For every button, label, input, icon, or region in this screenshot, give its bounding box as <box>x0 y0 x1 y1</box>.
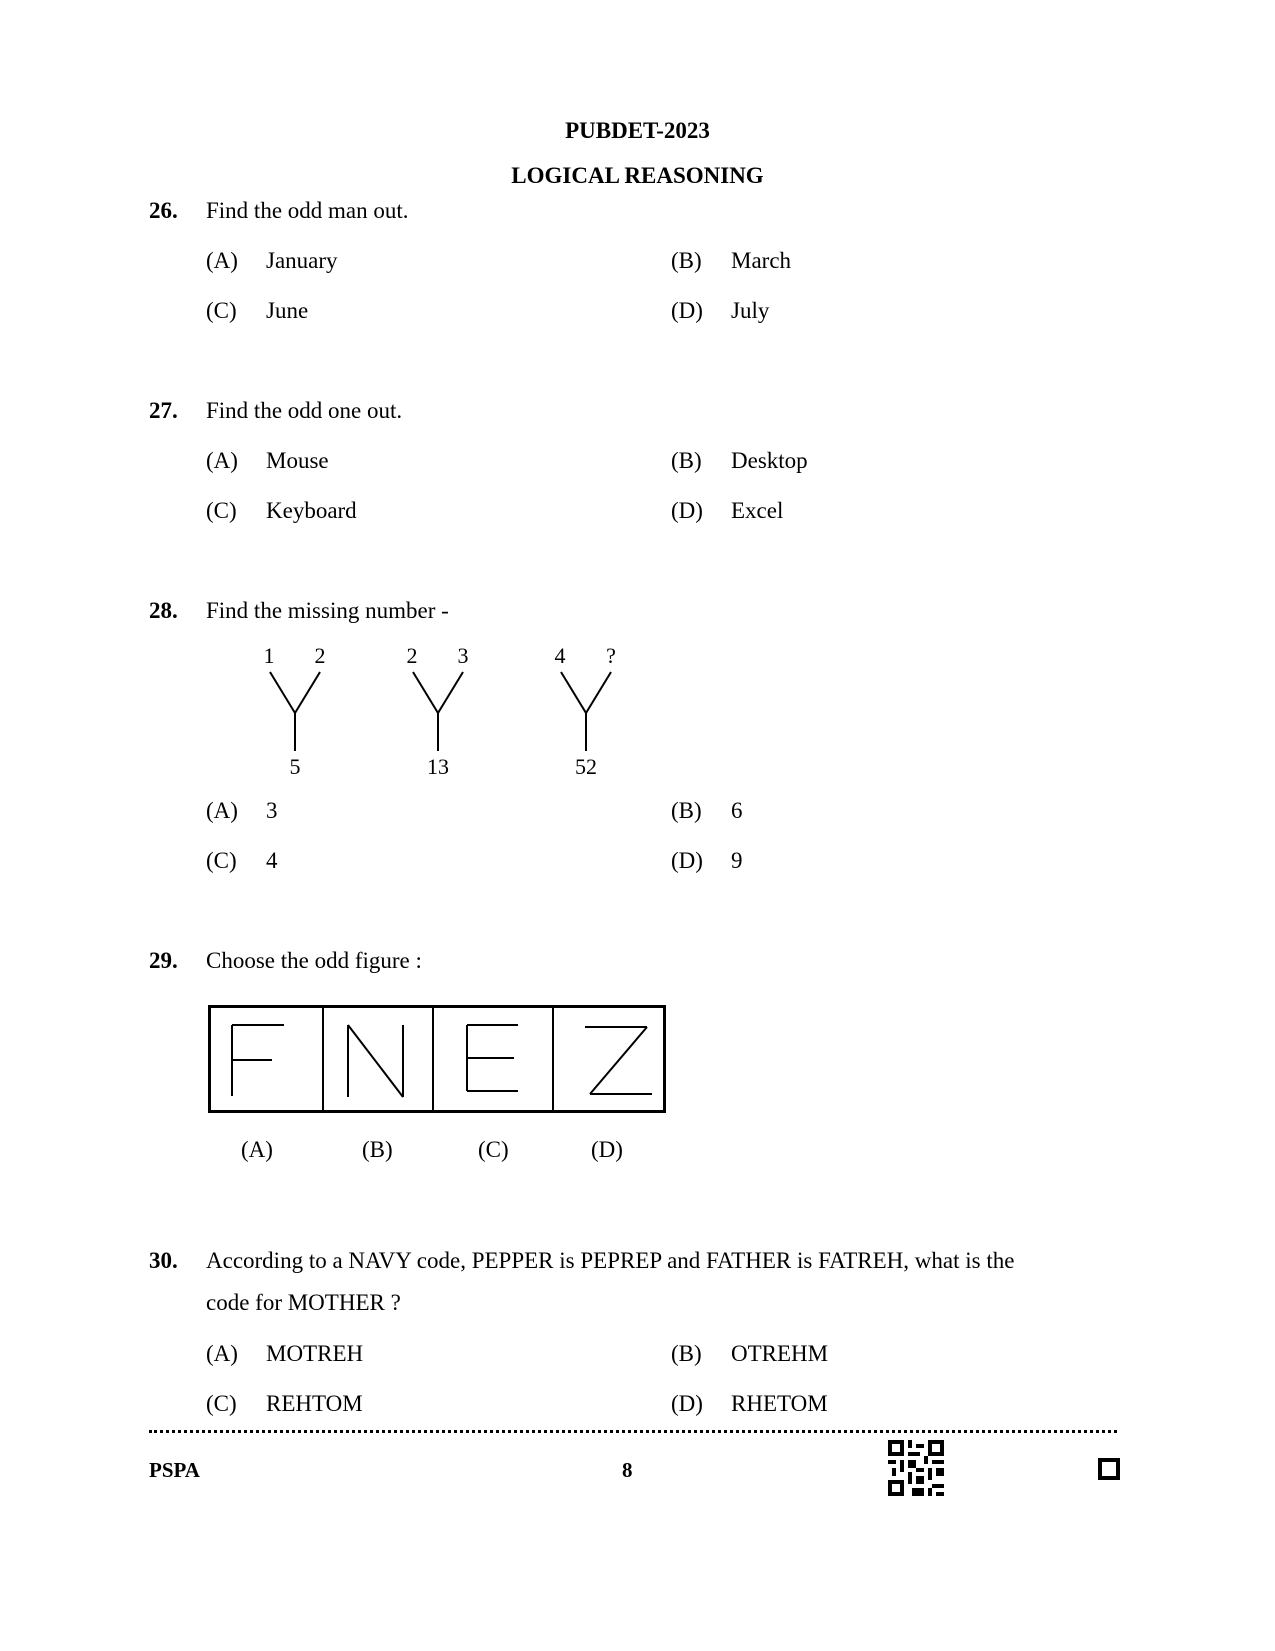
square-marker-icon <box>1098 1458 1120 1480</box>
option-d[interactable] <box>671 848 743 874</box>
option-text: 3 <box>266 798 278 823</box>
option-c[interactable] <box>206 1391 363 1417</box>
figure-label-a: (A) <box>241 1137 273 1162</box>
tree-bottom-number: 52 <box>575 754 597 779</box>
tree-left-number: 2 <box>406 643 418 668</box>
option-text: 6 <box>731 798 743 823</box>
option-b[interactable] <box>671 1341 828 1367</box>
option-b[interactable] <box>671 798 743 824</box>
section-title: LOGICAL REASONING <box>511 163 764 188</box>
exam-title: PUBDET-2023 <box>565 118 710 143</box>
option-text: July <box>731 298 770 323</box>
letter-n-figure <box>348 1025 403 1097</box>
figure-label-c: (C) <box>478 1137 509 1162</box>
qr-code-icon <box>888 1440 944 1496</box>
option-text: MOTREH <box>266 1341 364 1366</box>
option-label: (B) <box>671 1341 702 1366</box>
option-text: January <box>266 248 338 273</box>
option-label: (A) <box>206 1341 238 1366</box>
page-number: 8 <box>622 1458 633 1482</box>
option-a[interactable] <box>206 798 278 824</box>
option-text: Excel <box>731 498 784 523</box>
option-a[interactable] <box>206 248 338 274</box>
option-text: OTREHM <box>731 1341 829 1366</box>
question-text-line-1: According to a NAVY code, PEPPER is PEPREP and FATHER is FATREH, what is the <box>206 1248 1015 1273</box>
letter-z-figure <box>585 1027 652 1094</box>
option-text: 9 <box>731 848 743 873</box>
tree-right-number: 2 <box>314 643 326 668</box>
footer-divider <box>149 1430 1117 1433</box>
footer-code: PSPA <box>149 1458 200 1482</box>
option-d[interactable] <box>671 498 783 524</box>
option-label: (B) <box>671 248 702 273</box>
question-text: Choose the odd figure : <box>206 948 422 973</box>
option-label: (B) <box>671 448 702 473</box>
odd-figure-box <box>208 1005 666 1113</box>
option-text: Keyboard <box>266 498 357 523</box>
question-number: 26. <box>149 198 178 223</box>
option-label: (D) <box>671 498 703 523</box>
tree-bottom-number: 13 <box>427 754 449 779</box>
option-label: (C) <box>206 498 237 523</box>
option-text: June <box>266 298 309 323</box>
tree-right-number: ? <box>606 643 616 668</box>
tree-right-number: 3 <box>457 643 469 668</box>
option-d[interactable] <box>671 1391 828 1417</box>
option-text: RHETOM <box>731 1391 828 1416</box>
question-text: Find the missing number - <box>206 598 449 623</box>
option-text: REHTOM <box>266 1391 363 1416</box>
tree-left-number: 1 <box>263 643 275 668</box>
option-text: 4 <box>266 848 278 873</box>
option-label: (A) <box>206 448 238 473</box>
tree-left-number: 4 <box>554 643 566 668</box>
question-number: 27. <box>149 398 178 423</box>
option-a[interactable] <box>206 448 329 474</box>
question-number: 29. <box>149 948 178 973</box>
option-b[interactable] <box>671 248 791 274</box>
tree-bottom-number: 5 <box>289 754 301 779</box>
option-label: (C) <box>206 1391 237 1416</box>
option-c[interactable] <box>206 498 357 524</box>
question-text: Find the odd man out. <box>206 198 409 223</box>
question-number: 28. <box>149 598 178 623</box>
figure-label-d: (D) <box>591 1137 623 1162</box>
option-label: (A) <box>206 798 238 823</box>
option-label: (B) <box>671 798 702 823</box>
question-number: 30. <box>149 1248 178 1273</box>
option-label: (D) <box>671 1391 703 1416</box>
figure-label-b: (B) <box>362 1137 393 1162</box>
option-c[interactable] <box>206 298 308 324</box>
question-text-line-2: code for MOTHER ? <box>206 1290 401 1315</box>
option-a[interactable] <box>206 1341 363 1367</box>
option-text: Mouse <box>266 448 329 473</box>
option-d[interactable] <box>671 298 769 324</box>
letter-f-figure <box>232 1025 284 1096</box>
option-text: Desktop <box>731 448 808 473</box>
option-label: (C) <box>206 298 237 323</box>
option-label: (C) <box>206 848 237 873</box>
option-label: (D) <box>671 848 703 873</box>
letter-e-figure <box>467 1025 518 1091</box>
option-label: (D) <box>671 298 703 323</box>
option-c[interactable] <box>206 848 278 874</box>
option-text: March <box>731 248 792 273</box>
option-b[interactable] <box>671 448 808 474</box>
option-label: (A) <box>206 248 238 273</box>
odd-figure-drawing <box>208 1005 666 1113</box>
question-text: Find the odd one out. <box>206 398 403 423</box>
